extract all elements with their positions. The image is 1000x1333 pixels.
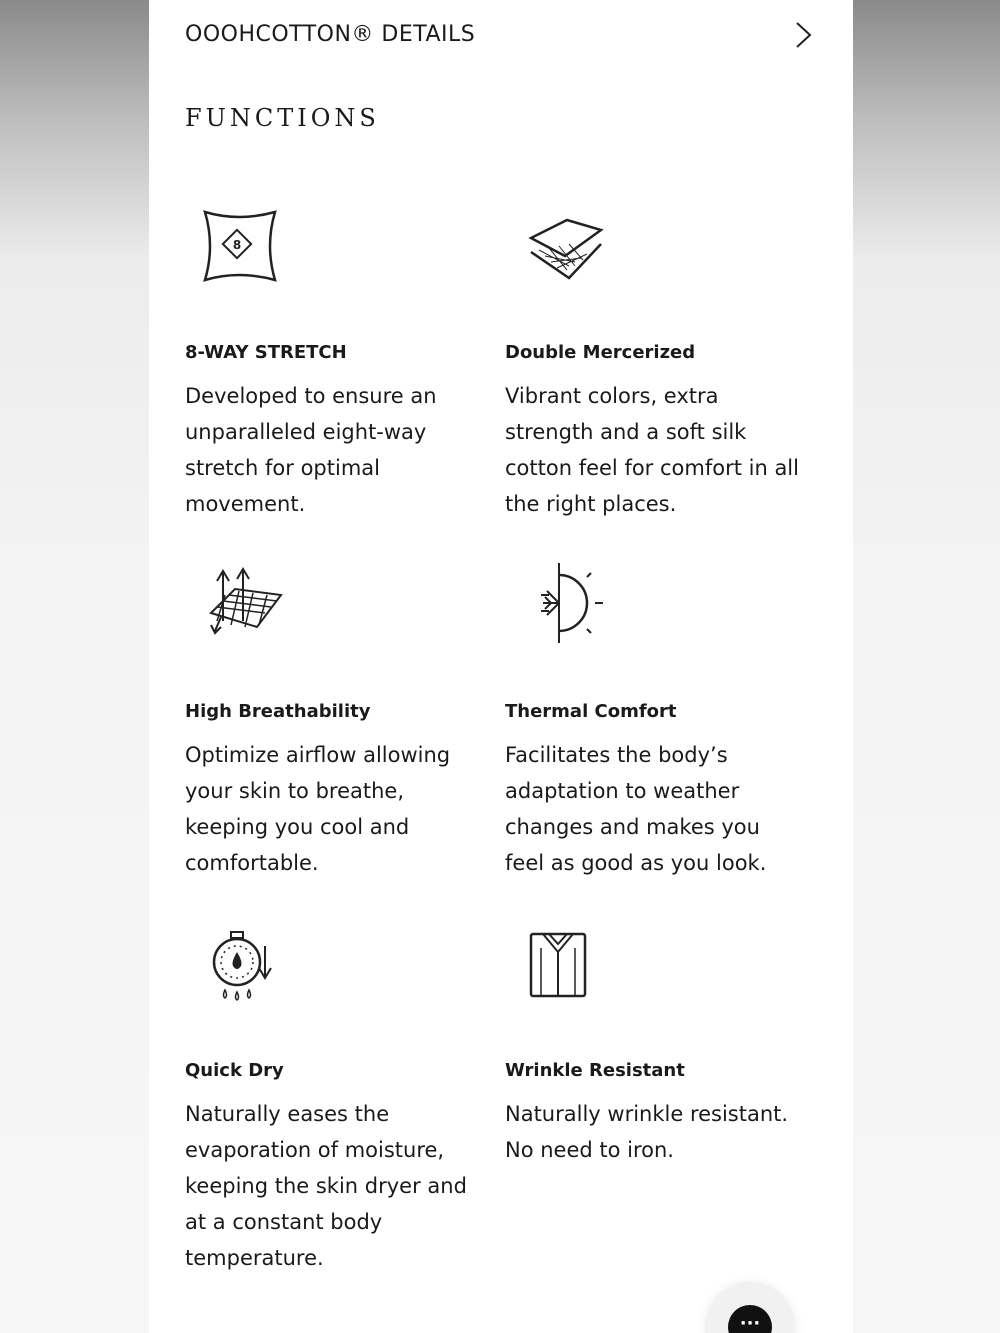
feature-title: Thermal Comfort — [505, 701, 677, 722]
thermal-comfort-icon — [515, 559, 605, 649]
chat-dots: ··· — [739, 1313, 761, 1333]
breathability-icon — [195, 559, 285, 649]
double-mercerized-icon — [515, 200, 605, 290]
eight-way-stretch-icon — [195, 200, 285, 290]
chat-button[interactable] — [705, 1282, 795, 1333]
details-header[interactable] — [185, 18, 817, 58]
feature-description: Vibrant colors, extra strength and a soft silk cotton feel for comfort in all the right places. — [505, 384, 799, 516]
feature-description: Facilitates the body’s adaptation to weather changes and makes you feel as good as you look. — [505, 743, 767, 875]
wrinkle-resistant-shirt-icon — [515, 918, 605, 1008]
section-title: FUNCTIONS — [185, 104, 380, 132]
chat-ellipsis-icon[interactable] — [728, 1305, 772, 1333]
feature-title: 8-WAY STRETCH — [185, 342, 347, 363]
feature-title: High Breathability — [185, 701, 371, 722]
feature-description: Optimize airflow allowing your skin to breathe, keeping you cool and comfortable. — [185, 743, 451, 875]
feature-description: Naturally eases the evaporation of moisture, keeping the skin dryer and at a constant body temperature. — [185, 1102, 467, 1270]
feature-title: Quick Dry — [185, 1060, 284, 1081]
feature-description: Naturally wrinkle resistant. No need to iron. — [505, 1102, 789, 1162]
svg-text:8: 8 — [232, 238, 242, 252]
feature-title: Double Mercerized — [505, 342, 696, 363]
chevron-right-icon[interactable] — [791, 20, 817, 50]
feature-description: Developed to ensure an unparalleled eight-way stretch for optimal movement. — [185, 384, 437, 516]
quick-dry-icon — [195, 918, 285, 1008]
details-sheet — [149, 0, 853, 1333]
details-header-title: OOOHCOTTON® DETAILS — [185, 22, 476, 47]
feature-title: Wrinkle Resistant — [505, 1060, 685, 1081]
